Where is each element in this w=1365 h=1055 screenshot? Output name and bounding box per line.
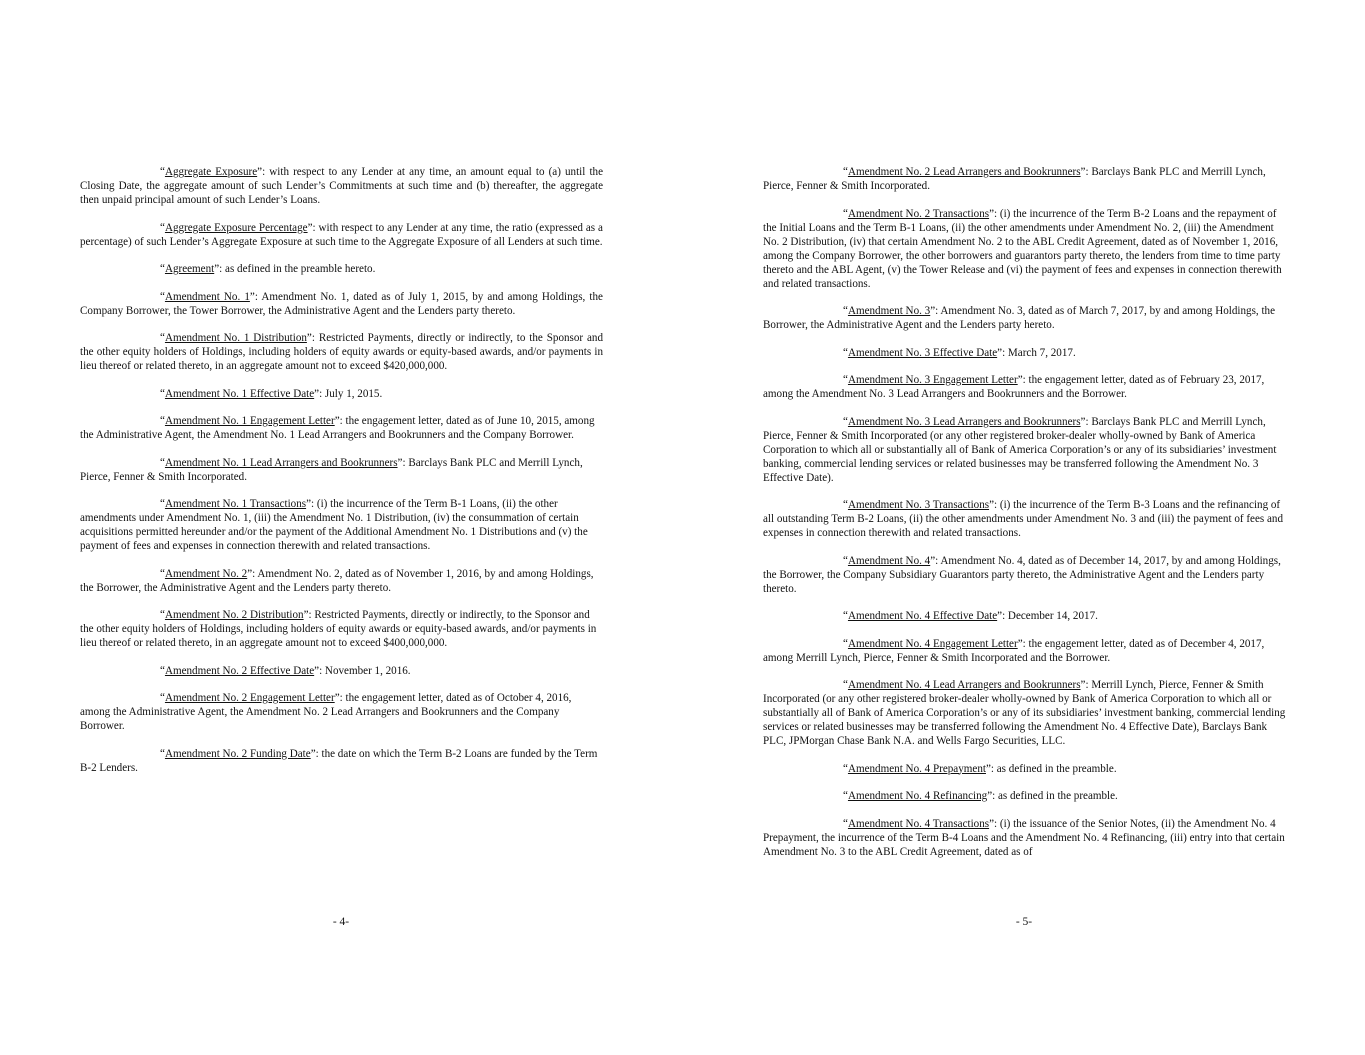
definition-paragraph: “Amendment No. 4 Engagement Letter”: the engagement letter, dated as of December 4, 2017, among Merrill Lynch, Pierce, Fenner & Smith Incorporated and the Borrower. bbox=[763, 637, 1265, 664]
document-page-4 bbox=[0, 0, 682, 1055]
definition-text: : Amendment No. 3, dated as of March 7, 2017, by and among Holdings, the Borrower, the Administrative Agent and the Lenders party hereto. bbox=[763, 305, 1275, 331]
definition-text: : Barclays Bank PLC and Merrill Lynch, Pierce, Fenner & Smith Incorporated (or any other registered broker-dealer wholly-owned by Bank of America Corporation to which all or substantially all of Bank of America Corporation’s or any of its subsidiaries’ investment banking, commercial lending services or related businesses may be transferred following the Amendment No. 3 Effective Date). bbox=[763, 415, 1277, 484]
defined-term: Agreement bbox=[164, 263, 215, 275]
defined-term: Amendment No. 1 Effective Date bbox=[164, 387, 315, 400]
definition-text: : Amendment No. 4, dated as of December 14, 2017, by and among Holdings, the Borrower, the Company Subsidiary Guarantors party thereto, the Administrative Agent and the Lenders party thereto. bbox=[763, 554, 1281, 595]
definition-paragraph: “Amendment No. 3 Effective Date”: March 7, 2017. bbox=[843, 346, 1076, 359]
defined-term: Amendment No. 1 Engagement Letter bbox=[164, 415, 335, 427]
definition-text: : the engagement letter, dated as of October 4, 2016, among the Administrative Agent, the Amendment No. 2 Lead Arrangers and Bookrunners and the Company Borrower. bbox=[80, 692, 572, 732]
defined-term: Amendment No. 4 Lead Arrangers and Bookrunners bbox=[847, 679, 1081, 691]
definition-text: : the date on which the Term B-2 Loans are funded by the Term B-2 Lenders. bbox=[80, 747, 598, 774]
definition-paragraph: “Amendment No. 3”: Amendment No. 3, dated as of March 7, 2017, by and among Holdings, the Borrower, the Administrative Agent and the Lenders party hereto. bbox=[763, 305, 1275, 331]
definition-text: : (i) the incurrence of the Term B-3 Loans and the refinancing of all outstanding Term B-2 Loans, (ii) the other amendments under Amendment No. 3 and (iii) the payment of fees and expenses in connection therewith and related transactions. bbox=[763, 499, 1283, 539]
definition-paragraph: “Amendment No. 2 Lead Arrangers and Bookrunners”: Barclays Bank PLC and Merrill Lynch, Pierce, Fenner & Smith Incorporated. bbox=[763, 166, 1266, 192]
definition-text: : July 1, 2015. bbox=[319, 387, 383, 400]
definition-paragraph: “Amendment No. 4 Lead Arrangers and Bookrunners”: Merrill Lynch, Pierce, Fenner & Smith Incorporated (or any other registered broker-dealer wholly-owned by Bank of America Corporation to which all or substantially all of Bank of America Corporation’s or any of its subsidiaries’ investment banking, commercial lending services or related businesses may be transferred following the Amendment No. 4 Effective Date), Barclays Bank PLC, JPMorgan Chase Bank N.A. and Wells Fargo Securities, LLC. bbox=[763, 679, 1286, 747]
definition-paragraph: “Amendment No. 1 Distribution”: Restricted Payments, directly or indirectly, to the Sponsor and the other equity holders of Holdings, including holders of equity awards or equity-based awards, and/or payments in lieu thereof or related thereto, in an aggregate amount not to exceed $420,000,000. bbox=[80, 332, 603, 372]
definition-text: : Amendment No. 1, dated as of July 1, 2015, by and among Holdings, the Company Borrower, the Tower Borrower, the Administrative Agent and the Lenders party thereto. bbox=[80, 290, 603, 317]
defined-term: Amendment No. 3 Effective Date bbox=[847, 346, 998, 359]
definition-text: : the engagement letter, dated as of June 10, 2015, among the Administrative Agent, the Amendment No. 1 Lead Arrangers and Bookrunners and the Company Borrower. bbox=[80, 415, 595, 441]
definition-paragraph: “Agreement”: as defined in the preamble hereto. bbox=[160, 263, 376, 275]
definition-paragraph: “Amendment No. 2 Funding Date”: the date on which the Term B-2 Loans are funded by the Term B-2 Lenders. bbox=[80, 747, 598, 774]
definition-text: : November 1, 2016. bbox=[319, 664, 411, 677]
definition-paragraph: “Amendment No. 2 Effective Date”: November 1, 2016. bbox=[160, 664, 411, 677]
definition-text: : as defined in the preamble. bbox=[992, 790, 1118, 802]
defined-term: Amendment No. 2 bbox=[164, 567, 248, 580]
definition-text: : December 14, 2017. bbox=[1002, 610, 1098, 622]
definition-paragraph: “Amendment No. 4 Effective Date”: December 14, 2017. bbox=[843, 610, 1098, 622]
defined-term: Amendment No. 2 Funding Date bbox=[164, 747, 311, 760]
definition-text: : the engagement letter, dated as of December 4, 2017, among Merrill Lynch, Pierce, Fenner & Smith Incorporated and the Borrower. bbox=[763, 637, 1265, 664]
defined-term: Amendment No. 2 Lead Arrangers and Bookrunners bbox=[847, 166, 1081, 178]
defined-term: Aggregate Exposure bbox=[164, 166, 258, 178]
defined-term: Amendment No. 3 bbox=[847, 305, 931, 317]
definition-paragraph: “Amendment No. 2 Distribution”: Restricted Payments, directly or indirectly, to the Sponsor and the other equity holders of Holdings, including holders of equity awards or equity-based awards, and/or payments in lieu thereof or related thereto, in an aggregate amount not to exceed $400,000,000. bbox=[80, 609, 597, 649]
definitions-column bbox=[763, 165, 1286, 872]
definition-text: : March 7, 2017. bbox=[1002, 346, 1076, 359]
definition-paragraph: “Amendment No. 2 Transactions”: (i) the incurrence of the Term B-2 Loans and the repayment of the Initial Loans and the Term B-1 Loans, (ii) the other amendments under Amendment No. 2, (iii) the Amendment No. 2 Distribution, (iv) that certain Amendment No. 2 to the ABL Credit Agreement, dated as of November 1, 2016, among the Company Borrower, the other borrowers and guarantors party thereto, the lenders from time to time party thereto and the ABL Agent, (v) the Tower Release and (vi) the payment of fees and expenses in connection therewith and related transactions. bbox=[763, 207, 1282, 290]
definition-paragraph: “Amendment No. 1 Lead Arrangers and Bookrunners”: Barclays Bank PLC and Merrill Lynch, Pierce, Fenner & Smith Incorporated. bbox=[80, 456, 583, 483]
definition-text: : Barclays Bank PLC and Merrill Lynch, Pierce, Fenner & Smith Incorporated. bbox=[80, 456, 583, 483]
definition-paragraph: “Amendment No. 3 Lead Arrangers and Bookrunners”: Barclays Bank PLC and Merrill Lynch, Pierce, Fenner & Smith Incorporated (or any other registered broker-dealer wholly-owned by Bank of America Corporation to which all or substantially all of Bank of America Corporation’s or any of its subsidiaries’ investment banking, commercial lending services or related businesses may be transferred following the Amendment No. 3 Effective Date). bbox=[763, 415, 1277, 484]
definition-text: : (i) the incurrence of the Term B-1 Loans, (ii) the other amendments under Amendment No. 1, (iii) the Amendment No. 1 Distribution, (iv) the consummation of certain acquisitions permitted hereunder and/or the payment of the Additional Amendment No. 1 Distributions and (v) the payment of fees and expenses in connection therewith and related transactions. bbox=[80, 498, 588, 552]
defined-term: Amendment No. 1 Transactions bbox=[164, 498, 307, 510]
document-page-5 bbox=[683, 0, 1365, 1055]
definition-text: : with respect to any Lender at any time, an amount equal to (a) until the Closing Date, the aggregate amount of such Lender’s Commitments at such time and (b) thereafter, the aggregate then unpaid principal amount of such Lender’s Loans. bbox=[80, 166, 603, 206]
definition-paragraph: “Amendment No. 4 Prepayment”: as defined in the preamble. bbox=[843, 762, 1117, 775]
page-number: - 4- bbox=[332, 916, 350, 928]
definition-paragraph: “Amendment No. 2”: Amendment No. 2, dated as of November 1, 2016, by and among Holdings, the Borrower, the Administrative Agent and the Lenders party thereto. bbox=[80, 567, 594, 594]
defined-term: Amendment No. 4 Engagement Letter bbox=[847, 637, 1018, 650]
definition-paragraph: “Amendment No. 3 Engagement Letter”: the engagement letter, dated as of February 23, 2017, among the Amendment No. 3 Lead Arrangers and Bookrunners and the Borrower. bbox=[763, 374, 1265, 400]
definition-text: : as defined in the preamble. bbox=[990, 762, 1117, 775]
definition-text: : the engagement letter, dated as of February 23, 2017, among the Amendment No. 3 Lead Arrangers and Bookrunners and the Borrower. bbox=[763, 374, 1265, 400]
definition-paragraph: “Aggregate Exposure Percentage”: with respect to any Lender at any time, the ratio (expressed as a percentage) of such Lender’s Aggregate Exposure at such time to the Aggregate Exposure of all Lenders at such time. bbox=[80, 221, 603, 248]
definition-paragraph: “Amendment No. 4 Transactions”: (i) the issuance of the Senior Notes, (ii) the Amendment No. 4 Prepayment, the incurrence of the Term B-4 Loans and the Amendment No. 4 Refinancing, (iii) entry into that certain Amendment No. 3 to the ABL Credit Agreement, dated as of bbox=[763, 817, 1285, 858]
page-number: - 5- bbox=[1015, 916, 1033, 928]
definition-text: : as defined in the preamble hereto. bbox=[219, 263, 376, 275]
definition-text: : with respect to any Lender at any time, the ratio (expressed as a percentage) of such Lender’s Aggregate Exposure at such time to the Aggregate Exposure of all Lenders at such time. bbox=[80, 221, 603, 248]
defined-term: Amendment No. 2 Distribution bbox=[164, 609, 304, 621]
definition-paragraph: “Amendment No. 1”: Amendment No. 1, dated as of July 1, 2015, by and among Holdings, the Company Borrower, the Tower Borrower, the Administrative Agent and the Lenders party thereto. bbox=[80, 290, 603, 317]
definition-text: : Restricted Payments, directly or indirectly, to the Sponsor and the other equity holders of Holdings, including holders of equity awards or equity-based awards, and/or payments in lieu thereof or related thereto, in an aggregate amount not to exceed $420,000,000. bbox=[80, 332, 603, 372]
defined-term: Amendment No. 2 Engagement Letter bbox=[164, 692, 335, 704]
defined-term: Amendment No. 1 Lead Arrangers and Bookrunners bbox=[164, 456, 398, 469]
definition-paragraph: “Amendment No. 1 Transactions”: (i) the incurrence of the Term B-1 Loans, (ii) the other amendments under Amendment No. 1, (iii) the Amendment No. 1 Distribution, (iv) the consummation of certain acquisitions permitted hereunder and/or the payment of the Additional Amendment No. 1 Distributions and (v) the payment of fees and expenses in connection therewith and related transactions. bbox=[80, 498, 588, 552]
definition-text: : (i) the incurrence of the Term B-2 Loans and the repayment of the Initial Loans and the Term B-1 Loans, (ii) the other amendments under Amendment No. 2, (iii) the Amendment No. 2 Distribution, (iv) that certain Amendment No. 2 to the ABL Credit Agreement, dated as of November 1, 2016, among the Company Borrower, the other borrowers and guarantors party thereto, the lenders from time to time party thereto and the ABL Agent, (v) the Tower Release and (vi) the payment of fees and expenses in connection therewith and related transactions. bbox=[763, 207, 1282, 290]
defined-term: Amendment No. 3 Lead Arrangers and Bookrunners bbox=[847, 415, 1081, 428]
definition-paragraph: “Amendment No. 3 Transactions”: (i) the incurrence of the Term B-3 Loans and the refinancing of all outstanding Term B-2 Loans, (ii) the other amendments under Amendment No. 3 and (iii) the payment of fees and expenses in connection therewith and related transactions. bbox=[763, 499, 1283, 539]
definition-text: : Merrill Lynch, Pierce, Fenner & Smith Incorporated (or any other registered broker-dealer wholly-owned by Bank of America Corporation to which all or substantially all of Bank of America Corporation’s or any of its subsidiaries’ investment banking, commercial lending services or related businesses may be transferred following the Amendment No. 4 Effective Date), Barclays Bank PLC, JPMorgan Chase Bank N.A. and Wells Fargo Securities, LLC. bbox=[763, 679, 1286, 747]
definition-text: : (i) the issuance of the Senior Notes, (ii) the Amendment No. 4 Prepayment, the incurrence of the Term B-4 Loans and the Amendment No. 4 Refinancing, (iii) entry into that certain Amendment No. 3 to the ABL Credit Agreement, dated as of bbox=[763, 817, 1285, 858]
defined-term: Aggregate Exposure Percentage bbox=[164, 221, 308, 234]
definition-text: : Restricted Payments, directly or indirectly, to the Sponsor and the other equity holders of Holdings, including holders of equity awards or equity-based awards, and/or payments in lieu thereof or related thereto, in an aggregate amount not to exceed $400,000,000. bbox=[80, 609, 597, 649]
definition-paragraph: “Amendment No. 4”: Amendment No. 4, dated as of December 14, 2017, by and among Holdings, the Borrower, the Company Subsidiary Guarantors party thereto, the Administrative Agent and the Lenders party thereto. bbox=[763, 554, 1281, 595]
definition-paragraph: “Amendment No. 1 Engagement Letter”: the engagement letter, dated as of June 10, 2015, among the Administrative Agent, the Amendment No. 1 Lead Arrangers and Bookrunners and the Company Borrower. bbox=[80, 415, 595, 441]
definition-paragraph: “Amendment No. 4 Refinancing”: as defined in the preamble. bbox=[843, 790, 1118, 802]
defined-term: Amendment No. 2 Transactions bbox=[847, 207, 990, 220]
definition-text: : Amendment No. 2, dated as of November 1, 2016, by and among Holdings, the Borrower, the Administrative Agent and the Lenders party thereto. bbox=[80, 567, 594, 594]
defined-term: Amendment No. 1 Distribution bbox=[164, 332, 307, 344]
defined-term: Amendment No. 1 bbox=[164, 290, 250, 303]
defined-term: Amendment No. 4 Effective Date bbox=[847, 610, 998, 622]
defined-term: Amendment No. 4 bbox=[847, 554, 931, 567]
defined-term: Amendment No. 4 Transactions bbox=[847, 817, 990, 830]
definitions-column bbox=[80, 165, 603, 788]
definition-paragraph: “Amendment No. 1 Effective Date”: July 1, 2015. bbox=[160, 387, 383, 400]
defined-term: Amendment No. 3 Engagement Letter bbox=[847, 374, 1018, 386]
defined-term: Amendment No. 4 Refinancing bbox=[847, 790, 988, 802]
definition-paragraph: “Amendment No. 2 Engagement Letter”: the engagement letter, dated as of October 4, 2016, among the Administrative Agent, the Amendment No. 2 Lead Arrangers and Bookrunners and the Company Borrower. bbox=[80, 692, 572, 732]
defined-term: Amendment No. 2 Effective Date bbox=[164, 664, 315, 677]
definition-paragraph: “Aggregate Exposure”: with respect to any Lender at any time, an amount equal to (a) until the Closing Date, the aggregate amount of such Lender’s Commitments at such time and (b) thereafter, the aggregate then unpaid principal amount of such Lender’s Loans. bbox=[80, 166, 603, 206]
defined-term: Amendment No. 3 Transactions bbox=[847, 499, 990, 511]
definition-text: : Barclays Bank PLC and Merrill Lynch, Pierce, Fenner & Smith Incorporated. bbox=[763, 166, 1266, 192]
defined-term: Amendment No. 4 Prepayment bbox=[847, 762, 986, 775]
